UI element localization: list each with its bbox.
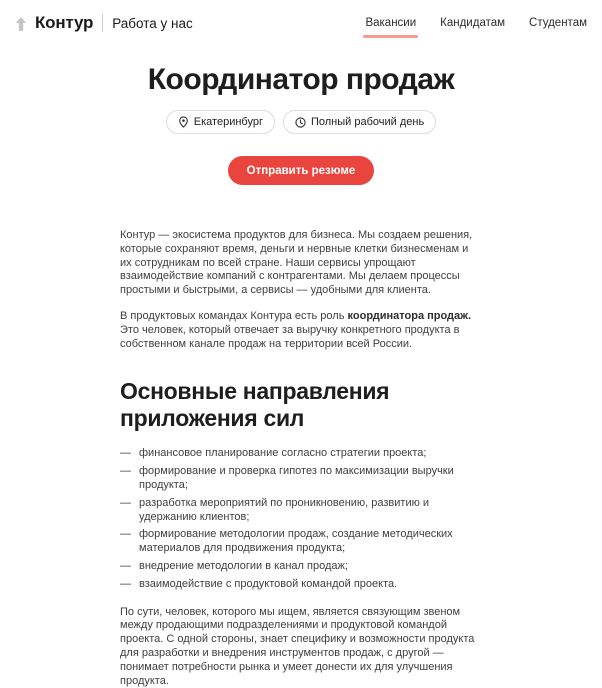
location-pin-icon: [178, 116, 189, 128]
nav-item-vacancies[interactable]: Вакансии: [365, 17, 417, 29]
schedule-chip-label: Полный рабочий день: [310, 116, 425, 128]
clock-icon: [295, 117, 306, 128]
list-item-text: формирование и проверка гипотез по максимизации выручки продукта;: [139, 465, 454, 491]
list-item-text: формирование методологии продаж, создание методических материалов для продвижения продукта;: [139, 528, 453, 555]
duties-list: [120, 447, 482, 591]
list-dash: —: [120, 577, 131, 590]
list-dash: —: [120, 496, 131, 509]
list-dash: —: [120, 465, 131, 478]
page-title: Координатор продаж: [147, 63, 455, 96]
nav-item-candidates[interactable]: Кандидатам: [440, 17, 506, 29]
send-resume-button[interactable]: Отправить резюме: [228, 156, 375, 185]
logo-link[interactable]: [14, 13, 193, 33]
list-item: [120, 560, 482, 574]
location-chip: [166, 110, 275, 134]
location-chip-label: Екатеринбург: [193, 116, 263, 128]
logo-divider: [102, 14, 103, 32]
role-paragraph: [120, 310, 482, 351]
section-heading: Основные направления приложения сил: [120, 378, 390, 432]
list-item: [120, 528, 482, 556]
list-item: [120, 497, 482, 525]
list-dash: —: [120, 528, 131, 541]
role-paragraph-start: В продуктовых командах Контура есть роль: [120, 309, 348, 322]
list-item: [120, 465, 482, 493]
brand-name: Контур: [35, 13, 94, 32]
vacancy-description: [120, 229, 482, 688]
list-dash: —: [120, 447, 131, 460]
header: [0, 0, 602, 42]
main-nav: [365, 17, 587, 29]
list-item: [120, 447, 482, 461]
main-content: [0, 63, 602, 688]
nav-item-students[interactable]: Студентам: [529, 17, 587, 29]
role-paragraph-end: Это человек, который отвечает за выручку конкретного продукта в собственном канале продаж на территории всей России.: [120, 323, 460, 350]
list-item: [120, 578, 482, 592]
list-item-text: разработка мероприятий по проникновению, развитию и удержанию клиентов;: [139, 496, 430, 523]
schedule-chip: [283, 110, 436, 134]
list-item-text: внедрение методологии в канал продаж;: [139, 559, 348, 572]
role-paragraph-bold: координатора продаж.: [347, 309, 472, 322]
intro-paragraph: Контур — экосистема продуктов для бизнеса. Мы создаем решения, которые сохраняют время, деньги и нервные клетки бизнесменам и их сотрудникам по всей стране. Наши сервисы упрощают взаимодействие компаний с контрагентами. Мы делаем процессы простыми и быстрыми, а сервисы — удобными для клиента.: [120, 229, 473, 297]
up-arrow-icon: [14, 16, 28, 32]
job-meta-chips: [0, 110, 602, 134]
list-item-text: взаимодействие с продуктовой командой проекта.: [139, 577, 398, 590]
list-dash: —: [120, 559, 131, 572]
list-item-text: финансовое планирование согласно стратегии проекта;: [139, 447, 427, 460]
closing-paragraph: По сути, человек, которого мы ищем, является связующим звеном между продающими подразделениями и продуктовой командой проекта. С одной стороны, знает специфику и возможности продукта для разработки и внедрения инструментов продаж, с другой — понимает потребности рынка и умеет донести их для улучшения продукта.: [120, 605, 475, 687]
brand-subtitle: Работа у нас: [112, 15, 193, 31]
